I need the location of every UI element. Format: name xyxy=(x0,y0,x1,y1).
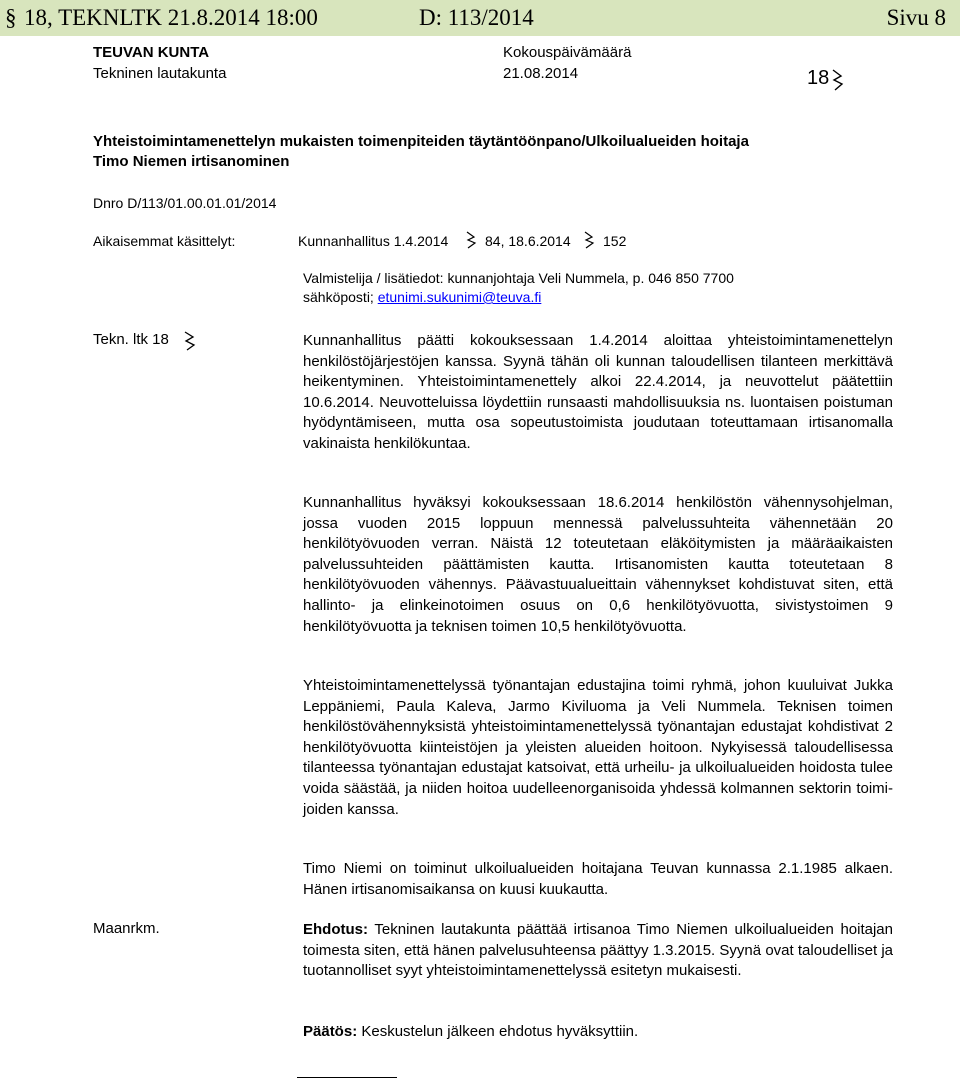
proposal-paragraph xyxy=(303,920,893,982)
header-page-number: Sivu 8 xyxy=(886,5,946,30)
section-mark-icon xyxy=(183,330,197,352)
body-paragraph: Kunnanhallitus päätti kokouksessaan 1.4.2014 aloittaa yhteistoimintamenettelyn henkilöstöjärjestöjen kanssa. Syynä tähän oli kunnan taloudellisen tilanteen merkittävä heikentyminen. Yhteistoimintamenettely alkoi 22.4.2014, ja neuvottelut päätettiin 10.6.2014. Neuvotteluissa löydettiin runsaasti mahdollisuuksia ns. luontaisen poistuman hyödyntämiseen, mutta osa sopeutustoimista joudutaan toteuttamaan irtisanomalla vakinaista henkilökuntaa. xyxy=(303,332,893,452)
decision-paragraph xyxy=(303,1022,893,1043)
email-label: sähköposti; xyxy=(303,289,378,305)
body-paragraph: Kunnanhallitus hyväksyi kokouksessaan 18.6.2014 henkilöstön vähennysohjelman, jossa vuoden 2015 loppuun mennessä palvelussuhteita vähennetään 20 henkilötyövuoden verran. Näistä 12 toteutetaan eläköitymisten ja määräaikaisten palvelussuhteiden päättämisten kautta. Irtisanomisten kautta toteutetaan 8 henkilötyövuoden vähennys. Päävastuualueittain vähennykset kohdistuvat siten, että hallinto- ja elinkeinotoimen osuus on 0,6 henkilötyövuotta, sivistystoimen 9 henkilötyövuotta ja teknisen toimen 10,5 henkilötyövuotta. xyxy=(303,494,893,635)
preparer-email-line xyxy=(303,289,541,306)
page-title-line-2: Timo Niemen irtisanominen xyxy=(93,153,290,170)
section-mark-icon xyxy=(465,230,477,250)
signature-line xyxy=(297,1077,397,1078)
proposal-side-label: Maanrkm. xyxy=(93,920,160,937)
email-link[interactable]: etunimi.sukunimi@teuva.fi xyxy=(377,289,542,305)
item-label: Tekn. ltk 18 xyxy=(93,331,169,348)
section-symbol: § xyxy=(5,5,17,30)
page-title-line-1: Yhteistoimintamenettelyn mukaisten toimenpiteiden täytäntöönpano/Ulkoilualueiden hoitaja xyxy=(93,133,749,150)
body-paragraph: Yhteistoimintamenettelyssä työnantajan edustajina toimi ryhmä, johon kuuluivat Jukka Leppäniemi, Paula Kaleva, Jarmo Kiviluoma ja Veli Nummela. Teknisen toimen henkilöstövähennyksistä yhteistoimintamenettelyssä työnantajan edustajat kohdistivat 2 henkilötyövuotta kiinteistöjen ja yleisten alueiden hoitoon. Nykyisessä taloudellisessa tilanteessa työnantajan edustajat katsoivat, että urheilu- ja ulkoilualueiden hoidosta tulee voida säästää, ja niiden hoitoa uudelleenorganisoida yhdessä kolmannen sektorin toimijoiden kanssa. xyxy=(303,677,893,818)
section-mark-icon xyxy=(831,68,845,92)
previous-handling-3: 152 xyxy=(603,233,627,249)
section-number: 18 xyxy=(807,67,830,89)
section-mark-icon xyxy=(583,230,595,250)
proposal-label: Ehdotus: xyxy=(303,921,368,938)
document-reference: Dnro D/113/01.00.01.01/2014 xyxy=(93,195,277,211)
municipality-name: TEUVAN KUNTA xyxy=(93,44,210,61)
meeting-date-label: Kokouspäivämäärä xyxy=(503,44,632,61)
decision-label: Päätös: xyxy=(303,1023,358,1040)
document-header-bar xyxy=(0,0,960,36)
proposal-text: Tekninen lautakunta päättää irtisanoa Timo Niemen ulkoilualueiden hoitajan toimesta siten, että hänen palvelusuhteensa päättyy 1.3.2015. Syynä ovat taloudelliset ja tuotannolliset syyt yhteistoimintamenettelyssä esitetyn mukaisesti. xyxy=(303,921,893,980)
meeting-date: 21.08.2014 xyxy=(503,65,579,82)
board-name: Tekninen lautakunta xyxy=(93,65,227,82)
body-paragraph: Timo Niemi on toiminut ulkoilualueiden hoitajana Teuvan kunnassa 2.1.1985 alkaen. Hänen irtisanomisaikansa on kuusi kuukautta. xyxy=(303,860,893,898)
decision-text: Keskustelun jälkeen ehdotus hyväksyttiin. xyxy=(357,1023,639,1040)
previous-handling-1: Kunnanhallitus 1.4.2014 xyxy=(298,233,449,249)
previous-handling-2: 84, 18.6.2014 xyxy=(485,233,571,249)
header-meeting-info: 18, TEKNLTK 21.8.2014 18:00 xyxy=(24,5,318,30)
header-document-number: D: 113/2014 xyxy=(419,5,534,30)
previous-handling-label: Aikaisemmat käsittelyt: xyxy=(93,233,236,249)
preparer-info: Valmistelija / lisätiedot: kunnanjohtaja Veli Nummela, p. 046 850 7700 xyxy=(303,270,734,286)
